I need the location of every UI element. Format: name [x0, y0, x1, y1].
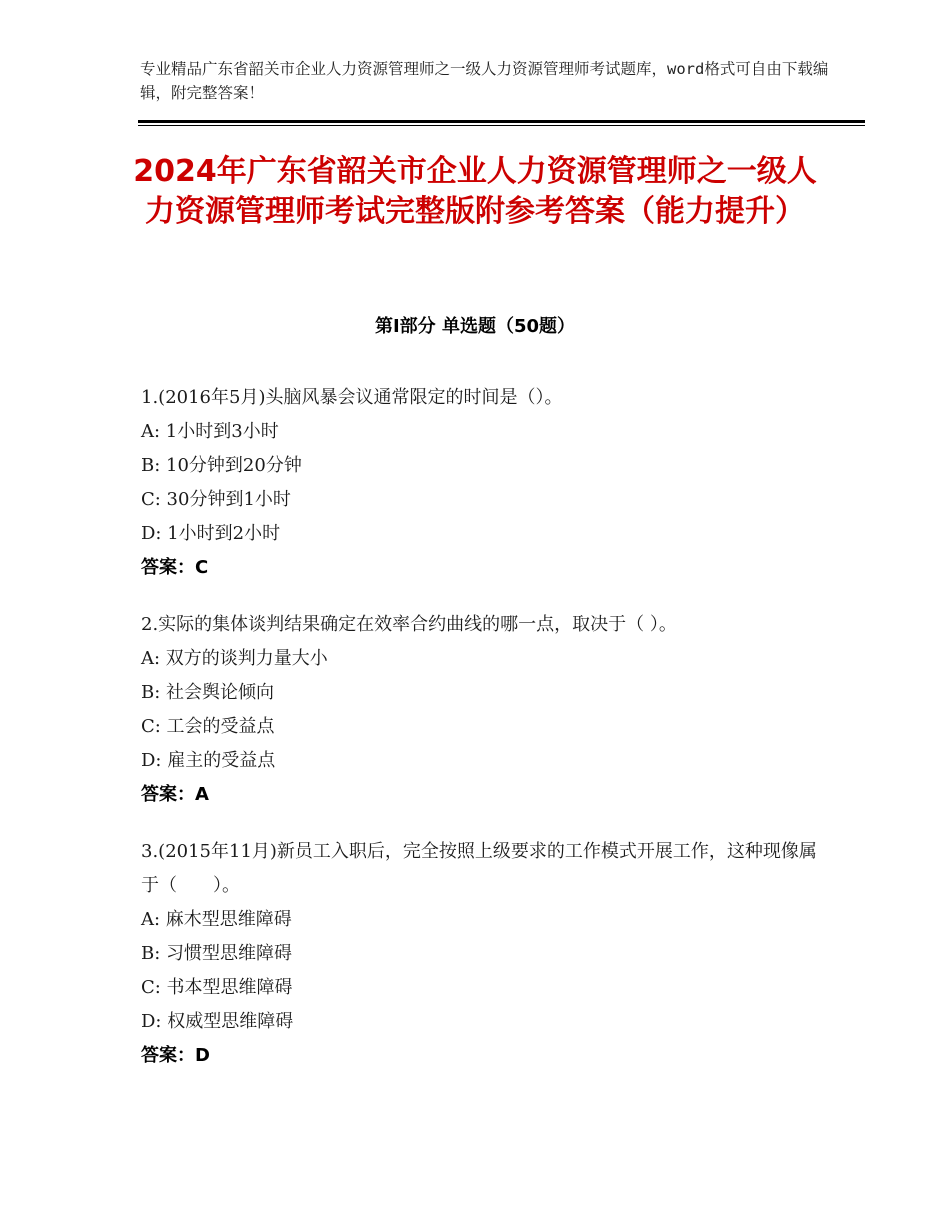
option-a: A: 双方的谈判力量大小 [141, 648, 328, 669]
header-note: 专业精品广东省韶关市企业人力资源管理师之一级人力资源管理师考试题库，word格式可自由下载编辑，附完整答案！ [140, 60, 829, 102]
header-divider-thick [138, 120, 865, 123]
option-c: C: 30分钟到1小时 [141, 489, 291, 510]
option-c: C: 工会的受益点 [141, 716, 275, 737]
question-list [141, 381, 821, 1096]
option-a: A: 麻木型思维障碍 [141, 909, 292, 930]
option-c: C: 书本型思维障碍 [141, 977, 293, 998]
option-b: B: 习惯型思维障碍 [141, 943, 293, 964]
question-stem: 2.实际的集体谈判结果确定在效率合约曲线的哪一点，取决于（ ）。 [141, 614, 677, 635]
answer-label: 答案：A [141, 784, 209, 805]
document-title: 2024年广东省韶关市企业人力资源管理师之一级人力资源管理师考试完整版附参考答案（能力提升） [133, 154, 817, 229]
question-1 [141, 381, 821, 585]
question-stem: 1.(2016年5月)头脑风暴会议通常限定的时间是（）。 [141, 387, 563, 408]
option-d: D: 1小时到2小时 [141, 523, 281, 544]
option-d: D: 权威型思维障碍 [141, 1011, 294, 1032]
option-a: A: 1小时到3小时 [141, 421, 279, 442]
answer-label: 答案：C [141, 557, 209, 578]
question-3 [141, 835, 821, 1073]
option-b: B: 10分钟到20分钟 [141, 455, 302, 476]
option-b: B: 社会舆论倾向 [141, 682, 275, 703]
section-title: 第Ⅰ部分 单选题（50题） [374, 316, 575, 337]
header-divider-thin [138, 125, 865, 126]
answer-label: 答案：D [141, 1045, 210, 1066]
option-d: D: 雇主的受益点 [141, 750, 276, 771]
question-stem: 3.(2015年11月)新员工入职后，完全按照上级要求的工作模式开展工作，这种现像属于（ ）。 [141, 841, 817, 896]
question-2 [141, 608, 821, 812]
